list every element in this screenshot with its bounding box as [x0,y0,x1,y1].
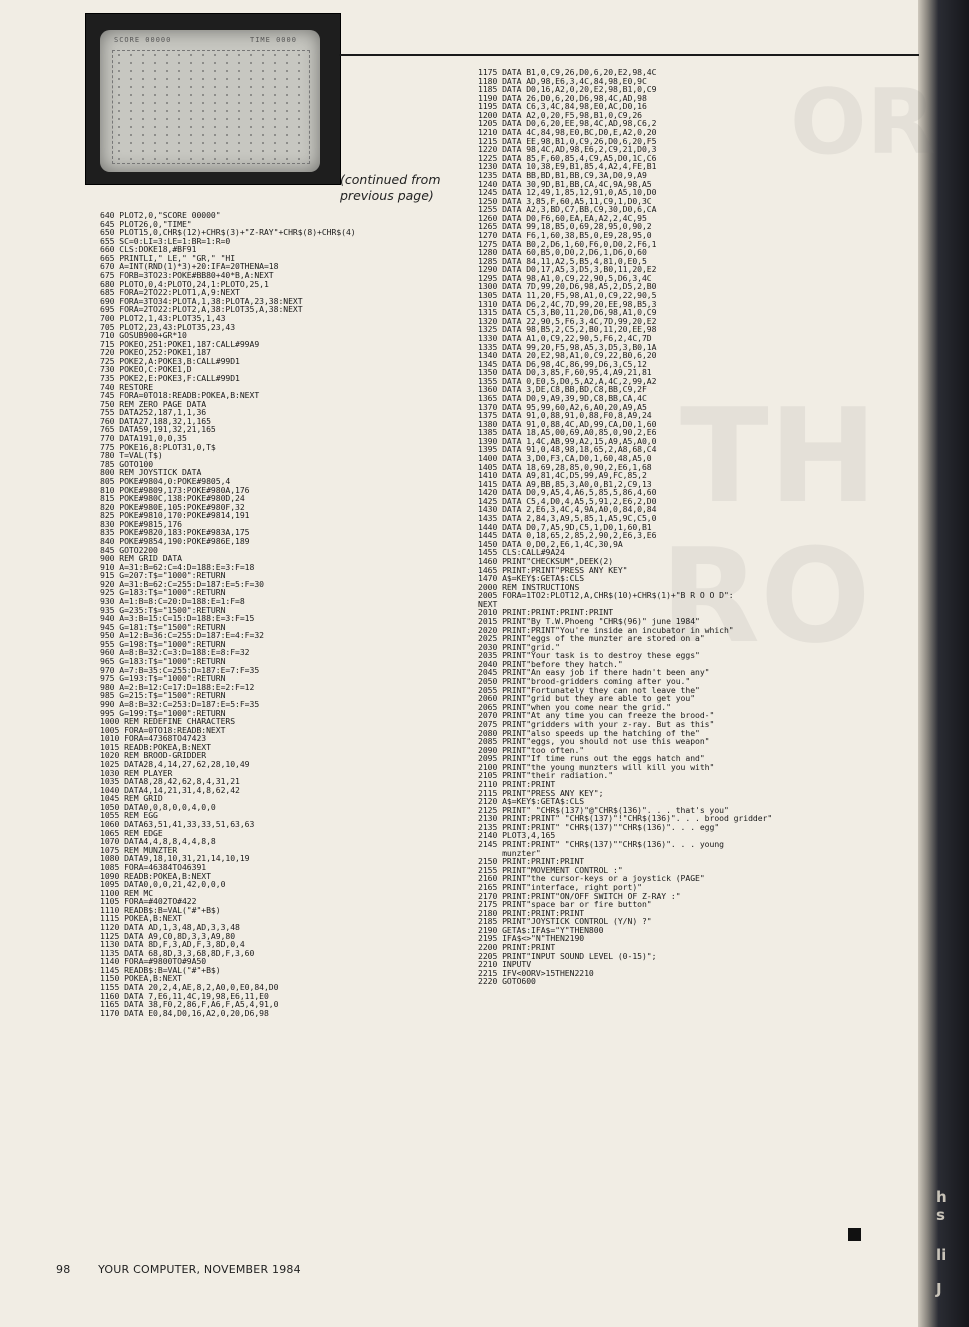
listing-line: 2205 PRINT"INPUT SOUND LEVEL (0-15)"; [478,950,657,961]
listing-line: 1210 DATA 4C,84,98,E0,BC,D0,E,A2,0,20 [478,127,657,138]
listing-line: 2145 PRINT:PRINT" "CHR$(137)""CHR$(136)". . . young [478,839,724,850]
listing-line: 2010 PRINT:PRINT:PRINT:PRINT [478,607,614,618]
listing-line: 1230 DATA 10,38,E9,B1,85,4,A2,4,FE,B1 [478,161,657,172]
listing-line: 1260 DATA D0,F6,60,EA,EA,A2,2,4C,95 [478,212,647,223]
listing-line: 640 PLOT2,0,"SCORE 00000" [100,210,221,220]
listing-line: 2180 PRINT:PRINT:PRINT [478,907,585,918]
listing-line: 2085 PRINT"eggs, you should not use this weapon" [478,736,710,747]
listing-line: 2000 REM INSTRUCTIONS [478,581,580,592]
listing-line: 955 G=198:T$="1000":RETURN [100,638,226,649]
listing-line: 1190 DATA 26,D0,6,20,D6,98,4C,AD,98 [478,92,647,103]
listing-line: 1060 DATA63,51,41,33,33,51,63,63 [100,819,255,830]
listing-line: 1075 REM MUNZTER [100,844,178,855]
listing-line: 2155 PRINT"MOVEMENT CONTROL :" [478,864,623,875]
listing-line: 2090 PRINT"too often." [478,744,585,755]
listing-line: 995 G=199:T$="1000":RETURN [100,707,226,718]
end-of-article-mark [848,1228,861,1241]
listing-line: 1370 DATA 95,99,60,A2,6,A0,20,A9,A5 [478,401,647,412]
listing-line: 2070 PRINT"At any time you can freeze the brood-" [478,710,715,721]
listing-line: 930 A=1:B=8:C=20:D=188:E=1:F=8 [100,596,245,607]
listing-line: 1310 DATA D6,2,4C,7D,99,20,EE,98,B5,3 [478,298,657,309]
listing-line: 775 POKE16,8:PLOT31,0,T$ [100,441,216,452]
listing-line: 935 G=235:T$="1500":RETURN [100,604,226,615]
listing-line: 2185 PRINT"JOYSTICK CONTROL (Y/N) ?" [478,916,652,927]
listing-line: 1415 DATA A9,BB,85,3,A0,0,B1,2,C9,13 [478,478,652,489]
listing-line: 2130 PRINT:PRINT" "CHR$(137)"!"CHR$(136)". . . brood gridder" [478,813,773,824]
listing-line: 1360 DATA 3,DE,C8,BB,BD,C8,BB,C9,2F [478,384,647,395]
listing-line: 1325 DATA 98,B5,2,C5,2,B0,11,20,EE,98 [478,324,657,335]
listing-line: 2060 PRINT"grid but they are able to get you" [478,693,696,704]
listing-line: 1040 DATA4,14,21,31,4,8,62,42 [100,784,240,795]
show-through-text: TH [680,380,878,532]
listing-line: 1140 FORA=#9800TO#9A50 [100,956,207,967]
listing-line: 2020 PRINT:PRINT"You're inside an incubator in which" [478,624,734,635]
adjacent-page-fragment: J [936,1280,942,1298]
listing-line: 1225 DATA 85,F,60,85,4,C9,A5,D0,1C,C6 [478,152,657,163]
listing-line: 2100 PRINT"the young munzters will kill you with" [478,761,715,772]
listing-line: 750 REM ZERO PAGE DATA [100,398,207,409]
listing-line: 1330 DATA A1,0,C9,22,90,5,F6,2,4C,7D [478,332,652,343]
listing-line: 1300 DATA 7D,99,20,D6,98,A5,2,D5,2,B0 [478,281,657,292]
listing-line: 1115 POKEA,B:NEXT [100,913,182,924]
listing-line: 710 GOSUB900+GR*10 [100,330,187,341]
listing-line: 1290 DATA D0,17,A5,3,D5,3,B0,11,20,E2 [478,264,657,275]
listing-line: 770 DATA191,0,0,35 [100,433,187,444]
listing-line: 915 G=207:T$="1000":RETURN [100,570,226,581]
listing-line: 1155 DATA 20,2,4,AE,8,2,A0,0,E0,84,D0 [100,982,279,993]
listing-line: 755 DATA252,187,1,1,36 [100,407,207,418]
listing-line: 1055 REM EGG [100,810,158,821]
listing-line: 1380 DATA 91,0,88,4C,AD,99,CA,D0,1,60 [478,418,657,429]
listing-line: 1405 DATA 18,69,28,85,0,90,2,E6,1,68 [478,461,652,472]
header-rule [339,54,919,56]
listing-line: 1185 DATA D0,16,A2,0,20,E2,98,B1,0,C9 [478,84,657,95]
show-through-text: RO [660,520,871,672]
listing-line: 1110 READB$:B=VAL("#"+B$) [100,904,221,915]
listing-line: 2175 PRINT"space bar or fire button" [478,899,652,910]
listing-line: 2160 PRINT"the cursor-keys or a joystick (PAGE" [478,873,705,884]
screen-time-text: TIME 0000 [250,36,297,44]
listing-line: 2125 PRINT" "CHR$(137)"@"CHR$(136)". . . that's you" [478,804,729,815]
listing-line: 2005 FORA=1TO2:PLOT12,A,CHR$(10)+CHR$(1)+"B R O O D": [478,590,734,601]
listing-line: 780 T=VAL(T$) [100,450,163,461]
listing-line: 665 PRINTLI," LE," "GR," "HI [100,252,236,263]
listing-line: 1280 DATA 60,B5,0,D0,2,D6,1,D6,0,60 [478,247,647,258]
listing-line: 2015 PRINT"By T.W.Phoeng "CHR$(96)" june 1984" [478,616,700,626]
listing-line: 815 POKE#980C,138:POKE#980D,24 [100,493,245,504]
adjacent-page-fragment: s [936,1206,945,1224]
listing-line: 1250 DATA 3,85,F,60,A5,11,C9,1,D0,3C [478,195,652,206]
listing-line: 2190 GETA$:IFA$="Y"THEN800 [478,924,604,935]
listing-left-column [100,211,470,1017]
listing-line: 1090 READB:POKEA,B:NEXT [100,870,211,881]
listing-line: 1095 DATA0,0,0,21,42,0,0,0 [100,879,226,890]
listing-line: 1275 DATA B0,2,D6,1,60,F6,0,D0,2,F6,1 [478,238,657,249]
listing-line: 1355 DATA 0,E0,5,D0,5,A2,A,4C,2,99,A2 [478,375,657,386]
listing-line: NEXT [478,598,498,609]
listing-line: 1350 DATA D0,3,85,F,60,95,4,A9,21,81 [478,367,652,378]
listing-line: 945 G=181:T$="1500":RETURN [100,621,226,632]
listing-line: 2065 PRINT"when you come near the grid." [478,701,671,712]
listing-line: 1020 REM BROOD-GRIDDER [100,750,207,761]
listing-line: 1305 DATA 11,20,F5,98,A1,0,C9,22,90,5 [478,290,657,301]
page-footer [56,1263,325,1276]
listing-line: 1050 DATA0,0,8,0,0,4,0,0 [100,801,216,812]
listing-line: 730 POKEO,C:POKE1,D [100,364,192,375]
listing-line: 835 POKE#9820,183:POKE#983A,175 [100,527,250,538]
listing-line: 990 A=8:B=32:C=253:D=187:E=5:F=35 [100,698,260,709]
listing-line: 1265 DATA 99,18,B5,0,69,28,95,0,90,2 [478,221,652,232]
listing-line: 1165 DATA 38,F0,2,86,F,A6,F,A5,4,91,0 [100,999,279,1010]
listing-line: 715 POKEO,251:POKE1,187:CALL#99A9 [100,338,260,349]
listing-line: 1035 DATA8,28,42,62,8,4,31,21 [100,776,240,787]
listing-line: 1440 DATA D0,7,A5,9D,C5,1,D0,1,60,B1 [478,521,652,532]
page-number: 98 [56,1263,71,1276]
listing-line: 1080 DATA9,18,10,31,21,14,10,19 [100,853,250,864]
listing-line: 900 REM GRID DATA [100,553,182,564]
listing-line: 920 A=31:B=62:C=255:D=187:E=5:F=30 [100,578,264,589]
listing-line: 925 G=183:T$="1000":RETURN [100,587,226,598]
listing-line: 1430 DATA 2,E6,3,4C,4,9A,A0,0,84,0,84 [478,504,657,515]
listing-line: 1335 DATA 99,20,F5,98,A5,3,D5,3,B0,1A [478,341,657,352]
listing-line: 1365 DATA D0,9,A9,39,9D,C8,BB,CA,4C [478,392,647,403]
listing-line: 825 POKE#9810,170:POKE#9814,191 [100,510,250,521]
listing-line: 2220 GOTO600 [478,976,536,987]
listing-line: 2105 PRINT"their radiation." [478,770,614,781]
listing-line: 1030 REM PLAYER [100,767,173,778]
listing-line: 1070 DATA4,4,8,8,4,4,8,8 [100,836,216,847]
listing-line: 2210 INPUTV [478,959,532,970]
listing-line: 2030 PRINT"grid." [478,641,560,652]
listing-right-column [478,68,878,986]
listing-line: 1005 FORA=0TO18:READB:NEXT [100,724,226,735]
listing-line: 650 PLOT15,0,CHR$(12)+CHR$(3)+"Z-RAY"+CHR$(8)+CHR$(4) [100,227,356,238]
adjacent-page-fragment: h [936,1188,947,1206]
listing-line: 2055 PRINT"Fortunately they can not leave the" [478,684,700,695]
listing-line: 1420 DATA D0,9,A5,4,A6,5,85,5,86,4,60 [478,487,657,498]
listing-line: 1255 DATA A2,3,BD,C7,BB,C9,30,D0,6,CA [478,204,657,215]
listing-line: 830 POKE#9815,176 [100,518,182,529]
listing-line: 2140 PLOT3,4,165 [478,830,556,841]
listing-line: 1240 DATA 30,9D,B1,BB,CA,4C,9A,98,A5 [478,178,652,189]
listing-line: 660 CLS:DOKE18,#BF91 [100,244,197,255]
listing-line: 2215 IFV<0ORV>15THEN2210 [478,967,594,978]
listing-line: 1435 DATA 2,84,3,A9,5,85,1,A5,9C,C5,0 [478,513,657,524]
listing-line: 1200 DATA A2,0,20,F5,98,B1,0,C9,26 [478,109,642,120]
listing-line: 675 FORB=3TO23:POKE#BB80+40*B,A:NEXT [100,270,274,281]
listing-line: 2025 PRINT"eggs of the munzter are stored on a" [478,633,705,644]
listing-line: 1015 READB:POKEA,B:NEXT [100,741,211,752]
listing-line: 2075 PRINT"gridders with your z-ray. But as this" [478,718,715,729]
listing-line: 2110 PRINT:PRINT [478,778,556,789]
listing-line: 2035 PRINT"Your task is to destroy these eggs" [478,650,700,661]
listing-line: 1445 DATA 0,18,65,2,85,2,90,2,E6,3,E6 [478,530,657,541]
listing-line: 1160 DATA 7,E6,11,4C,19,98,E6,11,E0 [100,990,269,1001]
listing-line: 1345 DATA D6,98,4C,86,99,D6,3,C5,12 [478,358,647,369]
listing-line: 810 POKE#9809,173:POKE#980A,176 [100,484,250,495]
listing-line: 685 FORA=2TO22:PLOT1,A,9:NEXT [100,287,240,298]
listing-line: 1235 DATA BB,BD,B1,BB,C9,3A,D0,9,A9 [478,169,647,180]
listing-line: 975 G=193:T$="1000":RETURN [100,673,226,684]
listing-line: 785 GOTO100 [100,458,154,469]
listing-line: 1400 DATA 3,D0,F3,CA,D0,1,60,48,A5,0 [478,453,652,464]
photo-caption: (continued from previous page) [340,172,441,203]
listing-line: 1285 DATA 84,11,A2,5,B5,4,81,0,E0,5 [478,255,647,266]
listing-line: 705 PLOT2,23,43:PLOT35,23,43 [100,321,236,332]
listing-line: 1315 DATA C5,3,B0,11,20,D6,98,A1,0,C9 [478,307,657,318]
listing-line: 1100 REM MC [100,887,154,898]
listing-line: 1000 REM REDEFINE CHARACTERS [100,716,236,727]
listing-line: 1410 DATA A9,81,4C,D5,99,A9,FC,85,2 [478,470,647,481]
listing-line: 1465 PRINT:PRINT"PRESS ANY KEY" [478,564,628,575]
listing-line: 1045 REM GRID [100,793,163,804]
listing-line: 1065 REM EDGE [100,827,163,838]
listing-line: 1220 DATA 98,4C,AD,98,E6,2,C9,21,D0,3 [478,144,657,155]
listing-line: 1125 DATA A9,C0,8D,3,3,A9,80 [100,930,236,941]
listing-line: 670 A=INT(RND(1)*3)+20:IFA=20THENA=18 [100,261,279,272]
listing-line: 1375 DATA 91,0,88,91,0,88,F0,8,A9,24 [478,410,652,421]
listing-line: 700 PLOT2,1,43:PLOT35,1,43 [100,312,226,323]
listing-line: 1180 DATA AD,98,E6,3,4C,84,98,E0,9C [478,75,647,86]
listing-line: 800 REM JOYSTICK DATA [100,467,202,478]
listing-line: 805 POKE#9804,0:POKE#9805,4 [100,475,231,486]
listing-line: 1455 CLS:CALL#9A24 [478,547,565,558]
listing-line: 840 POKE#9854,190:POKE#986E,189 [100,535,250,546]
game-grid [112,50,310,164]
listing-line: 2135 PRINT:PRINT" "CHR$(137)""CHR$(136)". . . egg" [478,821,720,832]
listing-line: 655 SC=0:LI=3:LE=1:BR=1:R=0 [100,235,231,246]
listing-line: 960 A=8:B=32:C=3:D=188:E=8:F=32 [100,647,250,658]
game-screenshot-photo [85,13,341,185]
listing-line: 1195 DATA C6,3,4C,84,98,E0,AC,D0,16 [478,101,647,112]
listing-line: 1150 POKEA,B:NEXT [100,973,182,984]
listing-line: 980 A=2:B=12:C=17:D=188:E=2:F=12 [100,681,255,692]
listing-line: 1205 DATA D0,6,20,EE,98,4C,AD,98,C6,2 [478,118,657,129]
listing-line: 735 POKE2,E:POKE3,F:CALL#99D1 [100,372,240,383]
listing-line: 1470 A$=KEY$:GETA$:CLS [478,573,585,584]
listing-line: 1105 FORA=#402TO#422 [100,896,197,907]
listing-line: 1245 DATA 12,49,1,85,12,91,0,A5,10,D0 [478,187,657,198]
listing-line: 1215 DATA EE,98,B1,0,C9,26,D0,6,20,F5 [478,135,657,146]
listing-line: 695 FORA=2TO22:PLOT2,A,38:PLOT35,A,38:NEXT [100,304,303,315]
show-through-text: OR [790,70,936,175]
listing-line: 2150 PRINT:PRINT:PRINT [478,856,585,867]
listing-line: 1460 PRINT"CHECKSUM",DEEK(2) [478,555,614,566]
listing-line: 1270 DATA F6,1,60,38,B5,0,E9,28,95,0 [478,229,652,240]
listing-line: 2080 PRINT"also speeds up the hatching of the" [478,727,700,738]
listing-line: 950 A=12:B=36:C=255:D=187:E=4:F=32 [100,630,264,641]
listing-line: 1145 READB$:B=VAL("#"+B$) [100,964,221,975]
listing-line: 970 A=7:B=35:C=255:D=187:E=7:F=35 [100,664,260,675]
listing-line: 2170 PRINT:PRINT"ON/OFF SWITCH OF Z-RAY :" [478,890,681,901]
screen-score-text: SCORE 00000 [114,36,172,44]
listing-line: 985 G=215:T$="1500":RETURN [100,690,226,701]
listing-line: 2040 PRINT"before they hatch." [478,658,623,669]
listing-line: 765 DATA59,191,32,21,165 [100,424,216,435]
listing-line: 845 GOTO2200 [100,544,158,555]
listing-line: 740 RESTORE [100,381,154,392]
listing-line: 1130 DATA 8D,F,3,AD,F,3,8D,0,4 [100,939,245,950]
listing-line: 2200 PRINT:PRINT [478,941,556,952]
listing-line: 1135 DATA 68,8D,3,3,68,8D,F,3,60 [100,947,255,958]
listing-line: 1025 DATA28,4,14,27,62,28,10,49 [100,759,250,769]
tv-screen [100,30,320,172]
listing-line: 2195 IFA$<>"N"THEN2190 [478,933,585,944]
listing-line: 1390 DATA 1,4C,AB,99,A2,15,A9,A5,A0,0 [478,435,657,446]
listing-line: 1120 DATA AD,1,3,48,AD,3,3,48 [100,921,240,932]
listing-line: 1170 DATA E0,84,D0,16,A2,0,20,D6,98 [100,1007,269,1018]
adjacent-page-fragment: li [936,1246,947,1264]
listing-line: 1175 DATA B1,0,C9,26,D0,6,20,E2,98,4C [478,67,657,77]
listing-line: 1385 DATA 18,A5,00,69,A0,85,0,90,2,E6 [478,427,657,438]
listing-line: 690 FORA=3TO34:PLOTA,1,38:PLOTA,23,38:NEXT [100,295,303,306]
listing-line: 2045 PRINT"An easy job if there hadn't been any" [478,667,710,678]
listing-line: 1450 DATA 0,D0,2,E6,1,4C,30,9A [478,538,623,549]
listing-line: 965 G=183:T$="1000":RETURN [100,656,226,667]
listing-line: 720 POKEO,252:POKE1,187 [100,347,211,358]
listing-line: 1295 DATA 98,A1,0,C9,22,90,5,D6,3,4C [478,272,652,283]
listing-line: 680 PLOTO,0,4:PLOTO,24,1:PLOTO,25,1 [100,278,269,289]
listing-line: 760 DATA27,188,32,1,165 [100,415,211,426]
listing-line: 1085 FORA=46384TO46391 [100,861,207,872]
listing-line: 1395 DATA 91,0,48,98,18,65,2,A8,68,C4 [478,444,657,455]
listing-line: 2115 PRINT"PRESS ANY KEY"; [478,787,604,798]
listing-line: 2050 PRINT"brood-gridders coming after you." [478,676,691,687]
listing-line: 940 A=3:B=15:C=15:D=188:E=3:F=15 [100,613,255,624]
listing-line: 1425 DATA C5,4,D0,4,A5,5,91,2,E6,2,D0 [478,495,657,506]
listing-line: 1340 DATA 20,E2,98,A1,0,C9,22,B0,6,20 [478,350,657,361]
listing-line: 2120 A$=KEY$:GETA$:CLS [478,796,585,807]
listing-line: 645 PLOT26,0,"TIME" [100,218,192,229]
listing-line: 745 FORA=0TO18:READB:POKEA,B:NEXT [100,390,260,401]
listing-line: 2095 PRINT"If time runs out the eggs hatch and" [478,753,705,764]
listing-line: munzter" [478,847,541,858]
listing-line: 725 POKE2,A:POKE3,B:CALL#99D1 [100,355,240,366]
listing-line: 910 A=31:B=62:C=4:D=188:E=3:F=18 [100,561,255,572]
magazine-issue: YOUR COMPUTER, NOVEMBER 1984 [98,1263,301,1276]
listing-line: 2165 PRINT"interface, right port)" [478,881,642,892]
listing-line: 1010 FORA=47368TO47423 [100,733,207,744]
listing-line: 1320 DATA 22,90,5,F6,3,4C,7D,99,20,E2 [478,315,657,326]
adjacent-page-edge [918,0,969,1327]
listing-line: 820 POKE#980E,105:POKE#980F,32 [100,501,245,512]
